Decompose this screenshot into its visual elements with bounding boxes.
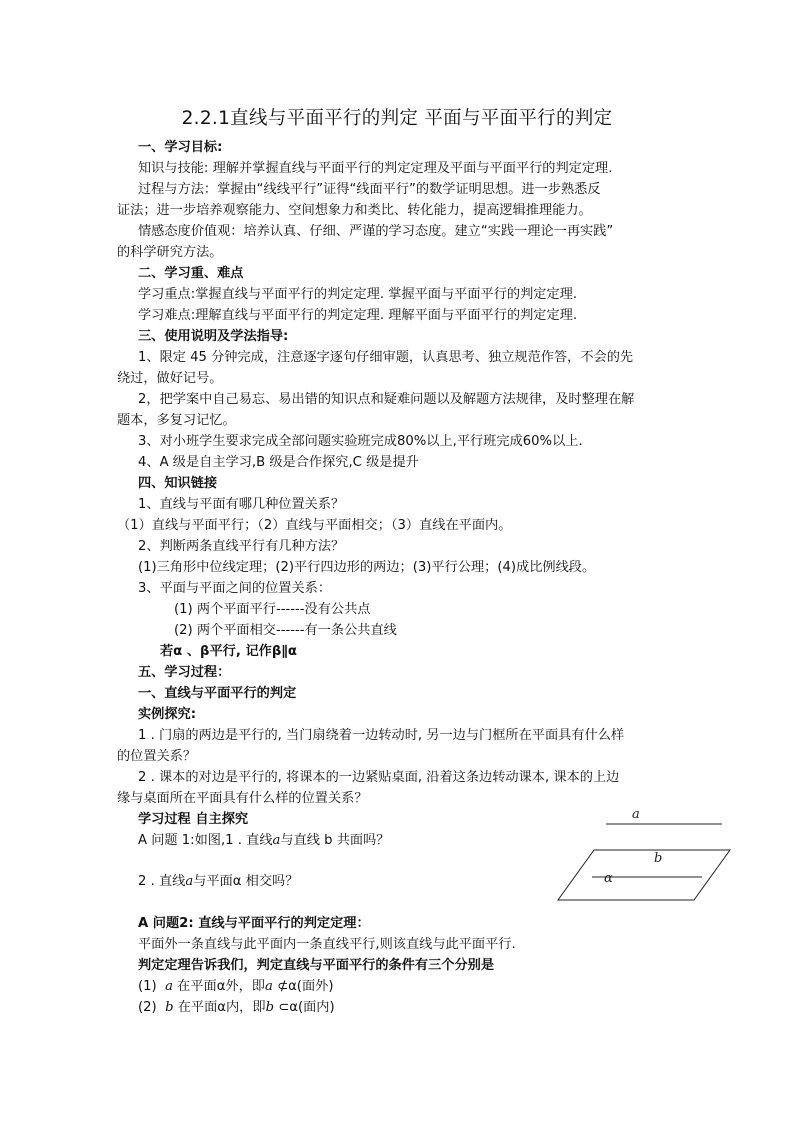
line-plane-figure xyxy=(552,800,732,910)
text-instruction-1b: 绕过，做好记号。 xyxy=(117,371,223,386)
text-parallel-notation: 若α 、β平行, 记作β∥α xyxy=(160,644,297,659)
text-difficult-point: 学习难点:理解直线与平面平行的判定定理. 理解平面与平面平行的判定定理. xyxy=(138,308,578,323)
text-question-1 xyxy=(138,831,389,851)
text-instruction-1a: 1、限定 45 分钟完成，注意逐字逐句仔细审题，认真思考、独立规范作答，不会的先 xyxy=(138,350,634,365)
text-question-2-a: 2 . 直线 xyxy=(138,874,186,889)
text-theorem-statement: 平面外一条直线与此平面内一条直线平行,则该直线与此平面平行. xyxy=(138,937,516,952)
label-a: a xyxy=(632,807,640,822)
heading-knowledge-link: 四、知识链接 xyxy=(138,476,218,491)
text-condition-1-num: (1) xyxy=(138,979,157,994)
text-question-parallel-lines: 2、判断两条直线平行有几种方法？ xyxy=(138,539,345,554)
text-question-2-b: 与平面α 相交吗？ xyxy=(193,874,299,889)
heading-examples: 实例探究: xyxy=(138,707,197,722)
text-planes-parallel: (1) 两个平面平行------没有公共点 xyxy=(174,602,371,617)
text-question-1-b: 与直线 b 共面吗？ xyxy=(280,833,390,848)
text-question-2 xyxy=(138,872,298,892)
math-var-b: b xyxy=(265,1000,275,1015)
text-instruction-4: 4、A 级是自主学习,B 级是合作探究,C 级是提升 xyxy=(138,455,419,470)
text-example-door-1: 1 . 门扇的两边是平行的, 当门扇绕着一边转动时, 另一边与门框所在平面具有什么样 xyxy=(138,728,625,743)
text-example-book-2: 缘与桌面所在平面具有什么样的位置关系？ xyxy=(117,791,368,806)
text-condition-1 xyxy=(138,977,333,997)
text-key-point: 学习重点:掌握直线与平面平行的判定定理. 掌握平面与平面平行的判定定理. xyxy=(138,287,578,302)
text-question-line-plane: 1、直线与平面有哪几种位置关系？ xyxy=(138,497,345,512)
plane-alpha xyxy=(558,850,730,900)
heading-three-conditions: 判定定理告诉我们，判定直线与平面平行的条件有三个分别是 xyxy=(138,958,495,973)
text-instruction-2a: 2，把学案中自己易忘、易出错的知识点和疑难问题以及解题方法规律，及时整理在解 xyxy=(138,392,635,407)
text-planes-intersect: (2) 两个平面相交------有一条公共直线 xyxy=(174,623,397,638)
math-var-a: a xyxy=(264,979,273,994)
text-attitude-1: 情感态度价值观：培养认真、仔细、严谨的学习态度。建立“实践一理论一再实践” xyxy=(138,224,614,239)
label-b: b xyxy=(654,851,663,866)
page-title: 2.2.1直线与平面平行的判定 平面与平面平行的判定 xyxy=(181,108,613,129)
text-knowledge-skills: 知识与技能: 理解并掌握直线与平面平行的判定定理及平面与平面平行的判定定理. xyxy=(138,161,613,176)
math-var-a: a xyxy=(272,833,281,848)
text-instruction-3: 3、对小班学生要求完成全部问题实验班完成80%以上,平行班完成60%以上. xyxy=(138,434,583,449)
heading-learning-goals: 一、学习目标: xyxy=(138,140,223,155)
text-condition-1-a: 在平面α外，即 xyxy=(177,979,265,994)
text-example-book-1: 2 . 课本的对边是平行的, 将课本的一边紧贴桌面, 沿着这条边转动课本, 课本的上边 xyxy=(138,770,620,785)
math-var-a: a xyxy=(165,979,173,994)
text-process-method-1: 过程与方法：掌握由“线线平行”证得“线面平行”的数学证明思想。进一步熟悉反 xyxy=(138,182,601,197)
text-condition-2 xyxy=(138,998,335,1018)
text-attitude-2: 的科学研究方法。 xyxy=(117,245,223,260)
heading-instructions: 三、使用说明及学法指导: xyxy=(138,329,289,344)
math-var-a: a xyxy=(185,874,194,889)
text-instruction-2b: 题本，多复习记忆。 xyxy=(117,413,236,428)
label-alpha: α xyxy=(604,871,613,886)
text-process-method-2: 证法；进一步培养观察能力、空间想象力和类比、转化能力，提高逻辑推理能力。 xyxy=(117,203,592,218)
heading-key-points: 二、学习重、难点 xyxy=(138,266,244,281)
heading-learning-process: 五、学习过程： xyxy=(138,665,231,680)
text-question-planes: 3、平面与平面之间的位置关系： xyxy=(138,581,332,596)
text-question-1-a: A 问题 1:如图,1 . 直线 xyxy=(138,833,273,848)
text-condition-1-b: ⊄α(面外) xyxy=(277,979,334,994)
text-example-door-2: 的位置关系？ xyxy=(117,749,197,764)
math-var-b: b xyxy=(165,1000,174,1015)
heading-line-plane-criterion: 一、直线与平面平行的判定 xyxy=(138,686,297,701)
heading-self-exploration: 学习过程 自主探究 xyxy=(138,812,249,827)
heading-theorem: A 问题2: 直线与平面平行的判定定理： xyxy=(138,916,370,931)
text-condition-2-num: (2) xyxy=(138,1000,157,1015)
text-condition-2-a: 在平面α内，即 xyxy=(177,1000,266,1015)
text-answer-parallel-lines: (1)三角形中位线定理；(2)平行四边形的两边；(3)平行公理；(4)成比例线段。 xyxy=(138,560,596,575)
text-condition-2-b: ⊂α(面内) xyxy=(278,1000,335,1015)
text-answer-line-plane: （1）直线与平面平行；（2）直线与平面相交；（3）直线在平面内。 xyxy=(117,518,512,533)
